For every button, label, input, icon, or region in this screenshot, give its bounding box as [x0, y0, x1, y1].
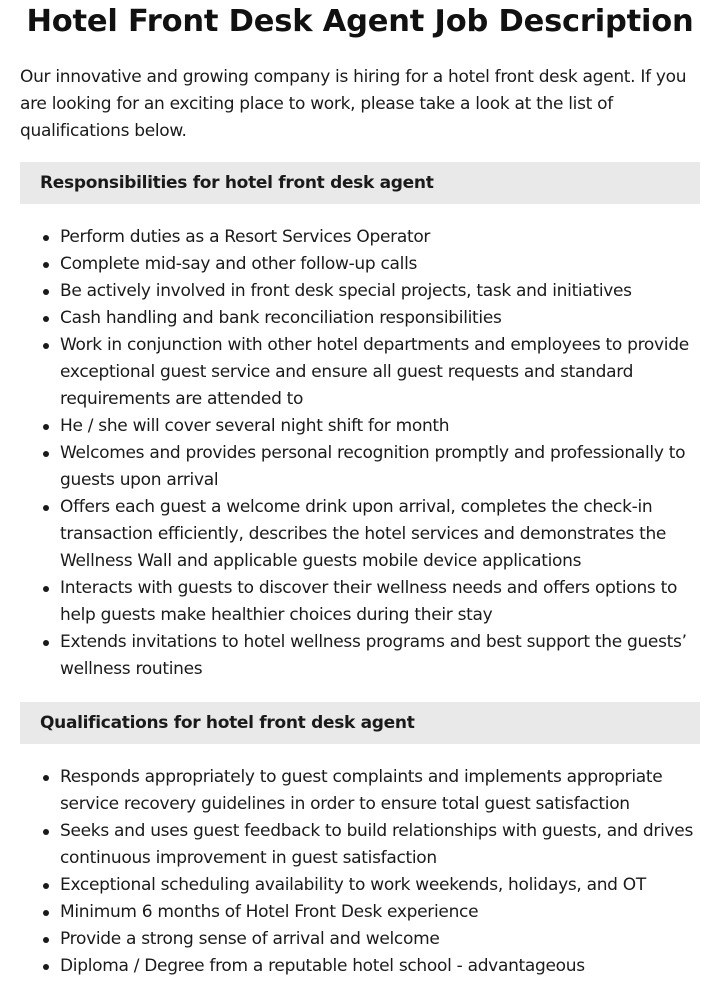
list-item: Work in conjunction with other hotel departments and employees to provide exceptional guest service and ensure all guest requests and standard requirements are attended to	[60, 332, 700, 413]
list-item: Extends invitations to hotel wellness programs and best support the guests’ wellness routines	[60, 629, 700, 683]
list-item: Be actively involved in front desk special projects, task and initiatives	[60, 278, 700, 305]
list-item: Seeks and uses guest feedback to build relationships with guests, and drives continuous improvement in guest satisfaction	[60, 818, 700, 872]
list-item: Complete mid-say and other follow-up calls	[60, 251, 700, 278]
list-item: Interacts with guests to discover their wellness needs and offers options to help guests make healthier choices during their stay	[60, 575, 700, 629]
page-title: Hotel Front Desk Agent Job Description	[26, 4, 694, 39]
list-item: Responds appropriately to guest complaints and implements appropriate service recovery guidelines in order to ensure total guest satisfaction	[60, 764, 700, 818]
list-item: Minimum 6 months of Hotel Front Desk experience	[60, 899, 700, 926]
qualifications-heading: Qualifications for hotel front desk agent	[20, 702, 700, 744]
list-item: Provide a strong sense of arrival and welcome	[60, 926, 700, 953]
list-item: Perform duties as a Resort Services Operator	[60, 224, 700, 251]
responsibilities-heading: Responsibilities for hotel front desk agent	[20, 162, 700, 204]
list-item: He / she will cover several night shift for month	[60, 413, 700, 440]
list-item: Exceptional scheduling availability to work weekends, holidays, and OT	[60, 872, 700, 899]
list-item: Cash handling and bank reconciliation responsibilities	[60, 305, 700, 332]
list-item: Diploma / Degree from a reputable hotel school - advantageous	[60, 953, 700, 980]
intro-paragraph: Our innovative and growing company is hiring for a hotel front desk agent. If you are looking for an exciting place to work, please take a look at the list of qualifications below.	[20, 67, 687, 141]
responsibilities-list	[20, 224, 700, 683]
list-item: Welcomes and provides personal recognition promptly and professionally to guests upon arrival	[60, 440, 700, 494]
qualifications-list	[20, 764, 700, 980]
list-item: Offers each guest a welcome drink upon arrival, completes the check-in transaction efficiently, describes the hotel services and demonstrates the Wellness Wall and applicable guests mobile device applications	[60, 494, 700, 575]
